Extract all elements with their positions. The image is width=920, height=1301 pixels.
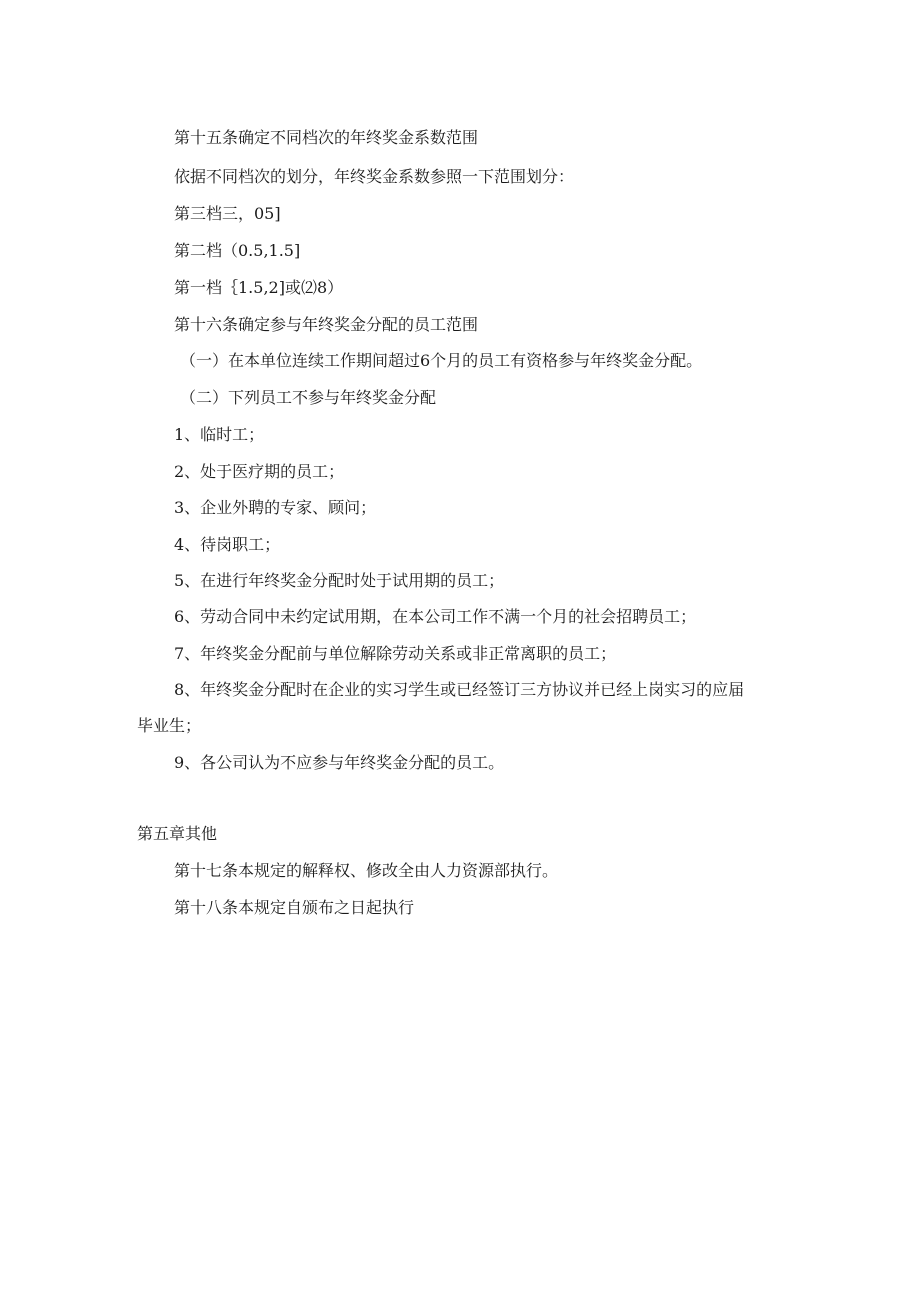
article-15-intro: 依据不同档次的划分，年终奖金系数参照一下范围划分： (174, 167, 575, 186)
list-item-2: 2、处于医疗期的员工； (174, 462, 345, 481)
list-item-8-continued: 毕业生； (137, 716, 202, 735)
article-16-heading: 第十六条确定参与年终奖金分配的员工范围 (174, 315, 479, 334)
chapter-5-heading: 第五章其他 (137, 824, 218, 843)
article-18: 第十八条本规定自颁布之日起执行 (174, 898, 415, 917)
article-17: 第十七条本规定的解释权、修改全由人力资源部执行。 (174, 861, 559, 880)
tier-1-range: 第一档｛1.5,2]或⑵8） (174, 278, 344, 297)
list-item-7: 7、年终奖金分配前与单位解除劳动关系或非正常离职的员工； (174, 644, 617, 663)
tier-3-range: 第三档三，05] (174, 204, 281, 223)
list-item-1: 1、临时工； (174, 425, 265, 444)
clause-2: （二）下列员工不参与年终奖金分配 (180, 388, 437, 407)
article-15-heading: 第十五条确定不同档次的年终奖金系数范围 (174, 128, 479, 147)
list-item-8: 8、年终奖金分配时在企业的实习学生或已经签订三方协议并已经上岗实习的应届 (174, 680, 745, 699)
list-item-3: 3、企业外聘的专家、顾问； (174, 498, 377, 517)
list-item-9: 9、各公司认为不应参与年终奖金分配的员工。 (174, 753, 505, 772)
list-item-5: 5、在进行年终奖金分配时处于试用期的员工； (174, 571, 505, 590)
clause-1: （一）在本单位连续工作期间超过6个月的员工有资格参与年终奖金分配。 (180, 351, 703, 370)
list-item-4: 4、待岗职工； (174, 535, 281, 554)
tier-2-range: 第二档（0.5,1.5] (174, 241, 301, 260)
list-item-6: 6、劳动合同中未约定试用期，在本公司工作不满一个月的社会招聘员工； (174, 607, 697, 626)
